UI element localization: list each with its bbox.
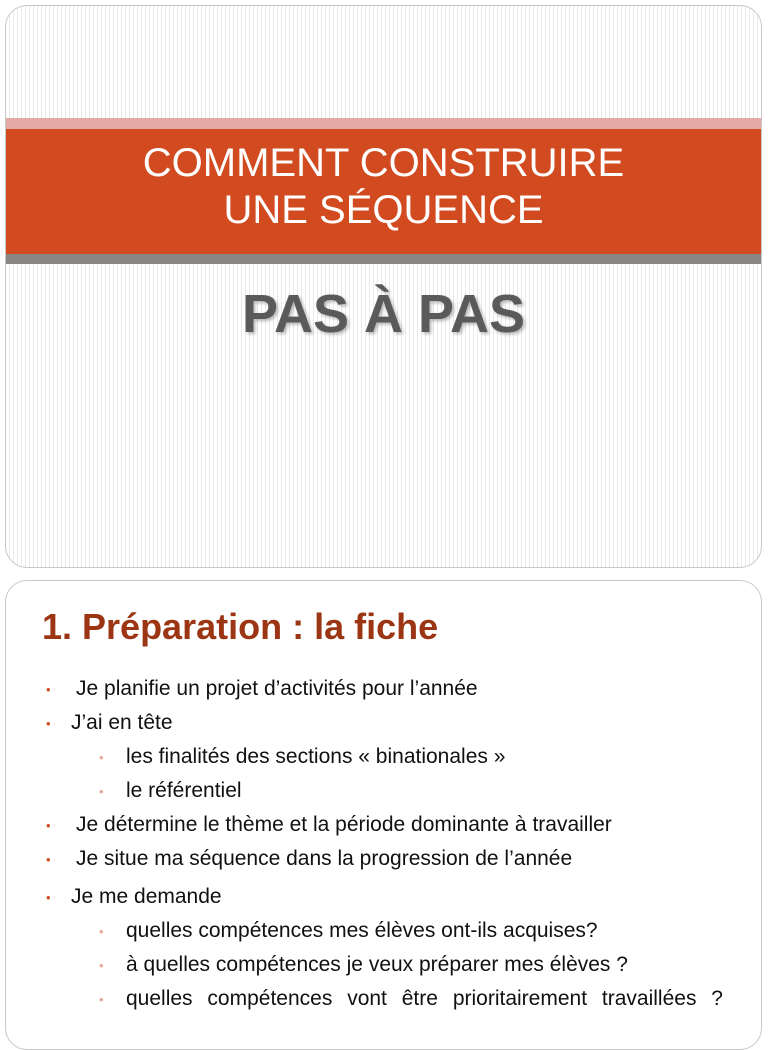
- bullet-dot-icon: •: [99, 958, 104, 973]
- bullet-text: le référentiel: [126, 779, 242, 802]
- bullet-text: quelles compétences vont être prioritairement travaillées ?: [126, 987, 723, 1010]
- bullet-dot-icon: •: [99, 924, 104, 939]
- sub-bullet-item: [6, 987, 761, 1021]
- title-band-accent-bottom: [6, 254, 761, 264]
- sub-bullet-item: [6, 779, 761, 813]
- title-band-accent-top: [6, 118, 761, 129]
- bullet-item: [6, 711, 761, 745]
- content-slide: [5, 580, 762, 1050]
- bullet-dot-icon: •: [99, 784, 104, 799]
- bullet-item: [6, 885, 761, 919]
- slide-title-line-2: UNE SÉQUENCE: [223, 188, 544, 232]
- sub-bullet-item: [6, 919, 761, 953]
- bullet-item: [6, 847, 761, 885]
- bullet-dot-icon: •: [46, 716, 51, 731]
- slide-title: [6, 140, 761, 234]
- bullet-text: les finalités des sections « binationales »: [126, 745, 506, 768]
- bullet-dot-icon: •: [46, 852, 51, 867]
- sub-bullet-item: [6, 745, 761, 779]
- bullet-text: J’ai en tête: [71, 711, 173, 734]
- bullet-text: Je planifie un projet d’activités pour l’année: [76, 677, 478, 700]
- bullet-list: [6, 677, 761, 1021]
- bullet-text: quelles compétences mes élèves ont-ils acquises?: [126, 919, 598, 942]
- bullet-dot-icon: •: [46, 890, 51, 905]
- slide-title-line-1: COMMENT CONSTRUIRE: [142, 141, 625, 185]
- bullet-dot-icon: •: [46, 682, 51, 697]
- sub-bullet-item: [6, 953, 761, 987]
- slide-subtitle: PAS À PAS: [241, 284, 526, 344]
- bullet-dot-icon: •: [99, 750, 104, 765]
- bullet-item: [6, 813, 761, 847]
- title-slide: [5, 5, 762, 568]
- bullet-text: Je situe ma séquence dans la progression de l’année: [76, 847, 573, 870]
- bullet-dot-icon: •: [99, 992, 104, 1007]
- bullet-item: [6, 677, 761, 711]
- bullet-text: à quelles compétences je veux préparer mes élèves ?: [126, 953, 628, 976]
- content-heading: 1. Préparation : la fiche: [42, 606, 439, 647]
- bullet-text: Je détermine le thème et la période dominante à travailler: [76, 813, 612, 836]
- bullet-text: Je me demande: [71, 885, 222, 908]
- bullet-dot-icon: •: [46, 818, 51, 833]
